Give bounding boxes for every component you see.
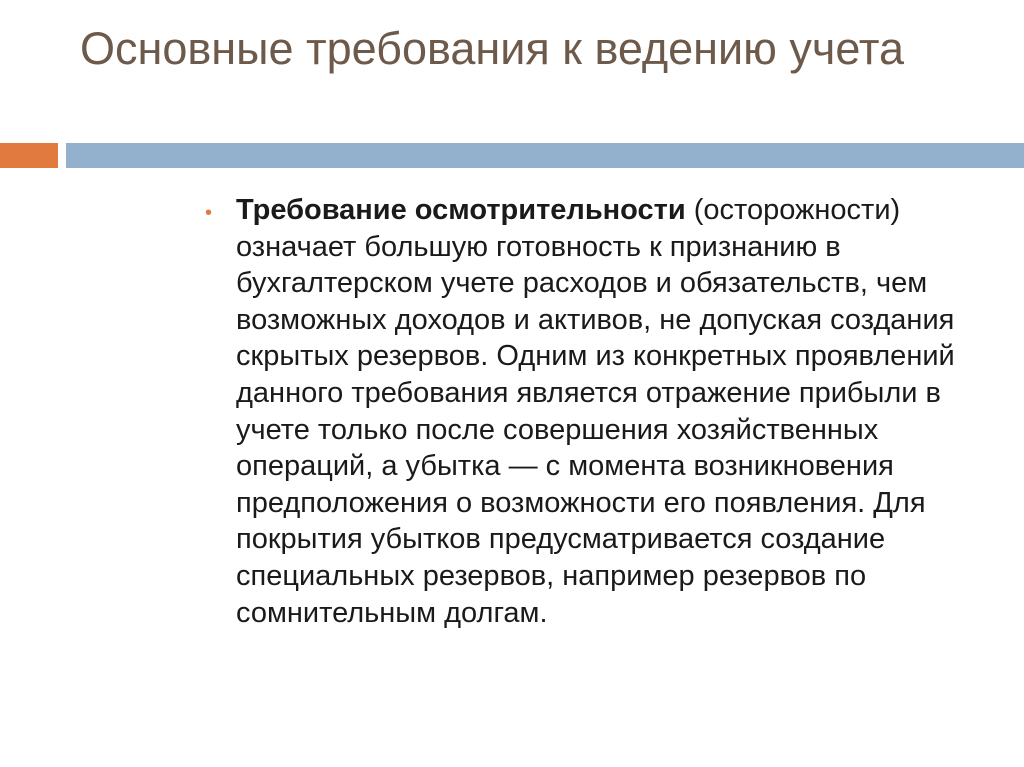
bullet-term: Требование осмотрительности [236,194,686,226]
slide-content [200,192,1015,631]
bullet-dot-icon: • [205,202,213,224]
slide-title: Основные требования к ведению учета [80,23,905,74]
title-accent-blue-bar [66,143,1024,168]
title-accent-orange-bar [0,143,58,168]
bullet-item [200,192,1015,631]
bullet-body: (осторожности) означает большую готовность к признанию в бухгалтерском учете расходов и обязательств, чем возможных доходов и активов, не допуская создания скрытых резервов. Одним из конкретных проявлений данного требования является отражение прибыли в учете только после совершения хозяйственных операций, а убытка — с момента возникновения предположения о возможности его появления. Для покрытия убытков предусматривается создание специальных резервов, например резервов по сомнительным долгам. [236,194,955,629]
bullet-text [236,194,955,629]
